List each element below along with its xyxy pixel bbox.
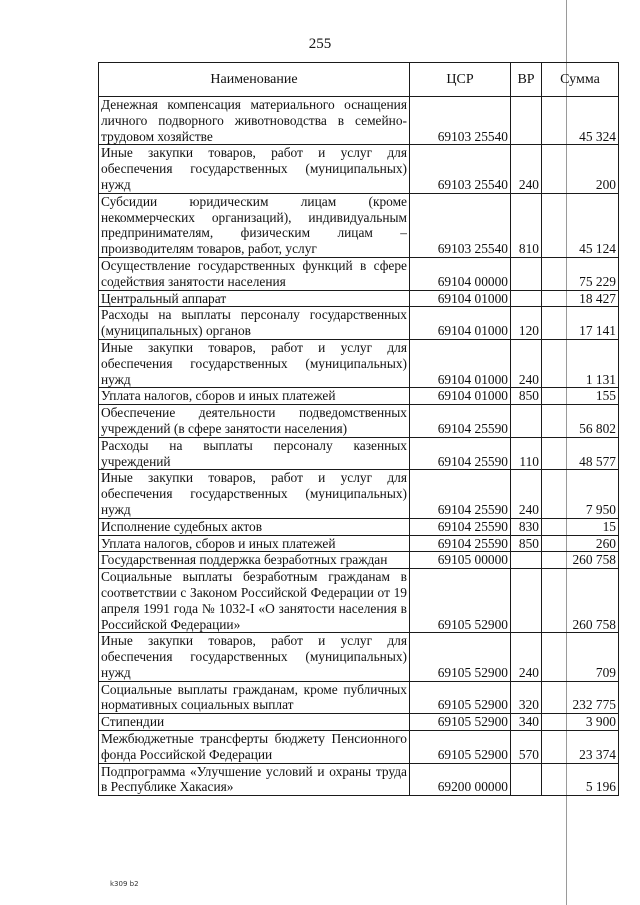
row-csr: 69105 52900 — [410, 569, 511, 633]
row-vr — [511, 97, 542, 145]
row-csr: 69103 25540 — [410, 145, 511, 193]
header-csr: ЦСР — [410, 63, 511, 97]
row-sum: 709 — [542, 633, 619, 681]
row-vr: 810 — [511, 193, 542, 257]
row-vr: 340 — [511, 714, 542, 731]
footer-code: k309 b2 — [110, 880, 139, 888]
table-row — [99, 257, 619, 290]
row-name: Денежная компенсация материального оснащения личного подворного животноводства в семейно-трудовом хозяйстве — [99, 97, 410, 145]
row-vr: 240 — [511, 145, 542, 193]
row-sum: 1 131 — [542, 339, 619, 387]
table-row — [99, 470, 619, 518]
row-csr: 69103 25540 — [410, 97, 511, 145]
row-name: Стипендии — [99, 714, 410, 731]
table-row — [99, 731, 619, 764]
row-sum: 260 758 — [542, 552, 619, 569]
table-row — [99, 552, 619, 569]
row-csr: 69104 25590 — [410, 437, 511, 470]
table-row — [99, 290, 619, 307]
page-number: 255 — [308, 36, 332, 52]
row-vr: 570 — [511, 731, 542, 764]
row-csr: 69105 52900 — [410, 714, 511, 731]
row-vr: 240 — [511, 633, 542, 681]
table-row — [99, 405, 619, 438]
row-sum: 260 758 — [542, 569, 619, 633]
header-sum: Сумма — [542, 63, 619, 97]
row-csr: 69105 52900 — [410, 731, 511, 764]
row-sum: 56 802 — [542, 405, 619, 438]
table-row — [99, 437, 619, 470]
table-row — [99, 97, 619, 145]
row-csr: 69104 25590 — [410, 535, 511, 552]
row-name: Иные закупки товаров, работ и услуг для обеспечения государственных (муниципальных) нужд — [99, 145, 410, 193]
row-sum: 260 — [542, 535, 619, 552]
row-name: Центральный аппарат — [99, 290, 410, 307]
row-name: Уплата налогов, сборов и иных платежей — [99, 535, 410, 552]
row-name: Осуществление государственных функций в сфере содействия занятости населения — [99, 257, 410, 290]
row-sum: 23 374 — [542, 731, 619, 764]
row-sum: 232 775 — [542, 681, 619, 714]
table-row — [99, 681, 619, 714]
row-vr — [511, 552, 542, 569]
row-name: Исполнение судебных актов — [99, 518, 410, 535]
row-vr — [511, 290, 542, 307]
row-name: Иные закупки товаров, работ и услуг для обеспечения государственных (муниципальных) нужд — [99, 339, 410, 387]
table-row — [99, 307, 619, 340]
row-vr — [511, 405, 542, 438]
row-csr: 69104 25590 — [410, 405, 511, 438]
row-vr: 110 — [511, 437, 542, 470]
row-vr: 120 — [511, 307, 542, 340]
row-sum: 5 196 — [542, 763, 619, 796]
header-vr: ВР — [511, 63, 542, 97]
row-csr: 69104 25590 — [410, 470, 511, 518]
row-name: Иные закупки товаров, работ и услуг для обеспечения государственных (муниципальных) нужд — [99, 633, 410, 681]
row-name: Обеспечение деятельности подведомственных учреждений (в сфере занятости населения) — [99, 405, 410, 438]
row-sum: 200 — [542, 145, 619, 193]
row-name: Межбюджетные трансферты бюджету Пенсионного фонда Российской Федерации — [99, 731, 410, 764]
table-row — [99, 145, 619, 193]
table-row — [99, 714, 619, 731]
row-csr: 69104 25590 — [410, 518, 511, 535]
row-sum: 48 577 — [542, 437, 619, 470]
row-vr: 320 — [511, 681, 542, 714]
row-vr — [511, 257, 542, 290]
row-vr: 240 — [511, 339, 542, 387]
row-vr: 850 — [511, 535, 542, 552]
table-header-row — [99, 63, 619, 97]
row-sum: 18 427 — [542, 290, 619, 307]
row-csr: 69105 52900 — [410, 681, 511, 714]
table-row — [99, 388, 619, 405]
row-csr: 69104 00000 — [410, 257, 511, 290]
table-row — [99, 569, 619, 633]
row-name: Подпрограмма «Улучшение условий и охраны труда в Республике Хакасия» — [99, 763, 410, 796]
row-name: Социальные выплаты безработным гражданам в соответствии с Законом Российской Федерации от 19 апреля 1991 года № 1032-I «О занятости населения в Российской Федерации» — [99, 569, 410, 633]
table-row — [99, 339, 619, 387]
row-name: Иные закупки товаров, работ и услуг для обеспечения государственных (муниципальных) нужд — [99, 470, 410, 518]
row-csr: 69104 01000 — [410, 339, 511, 387]
row-csr: 69105 52900 — [410, 633, 511, 681]
row-vr — [511, 569, 542, 633]
row-sum: 15 — [542, 518, 619, 535]
table-row — [99, 633, 619, 681]
header-name: Наименование — [99, 63, 410, 97]
row-vr: 830 — [511, 518, 542, 535]
table-body — [99, 97, 619, 796]
row-sum: 155 — [542, 388, 619, 405]
table-row — [99, 518, 619, 535]
row-name: Социальные выплаты гражданам, кроме публичных нормативных социальных выплат — [99, 681, 410, 714]
row-sum: 75 229 — [542, 257, 619, 290]
table-row — [99, 193, 619, 257]
row-name: Уплата налогов, сборов и иных платежей — [99, 388, 410, 405]
row-vr: 850 — [511, 388, 542, 405]
row-sum: 45 124 — [542, 193, 619, 257]
row-name: Расходы на выплаты персоналу государственных (муниципальных) органов — [99, 307, 410, 340]
budget-table — [98, 62, 619, 796]
row-csr: 69104 01000 — [410, 290, 511, 307]
row-csr: 69200 00000 — [410, 763, 511, 796]
row-sum: 3 900 — [542, 714, 619, 731]
table-row — [99, 763, 619, 796]
row-csr: 69105 00000 — [410, 552, 511, 569]
row-csr: 69103 25540 — [410, 193, 511, 257]
row-csr: 69104 01000 — [410, 307, 511, 340]
row-sum: 45 324 — [542, 97, 619, 145]
table-row — [99, 535, 619, 552]
row-vr — [511, 763, 542, 796]
row-csr: 69104 01000 — [410, 388, 511, 405]
row-vr: 240 — [511, 470, 542, 518]
row-sum: 7 950 — [542, 470, 619, 518]
row-name: Субсидии юридическим лицам (кроме некоммерческих организаций), индивидуальным предпринимателям, физическим лицам – производителям товаров, работ, услуг — [99, 193, 410, 257]
row-name: Государственная поддержка безработных граждан — [99, 552, 410, 569]
row-sum: 17 141 — [542, 307, 619, 340]
row-name: Расходы на выплаты персоналу казенных учреждений — [99, 437, 410, 470]
